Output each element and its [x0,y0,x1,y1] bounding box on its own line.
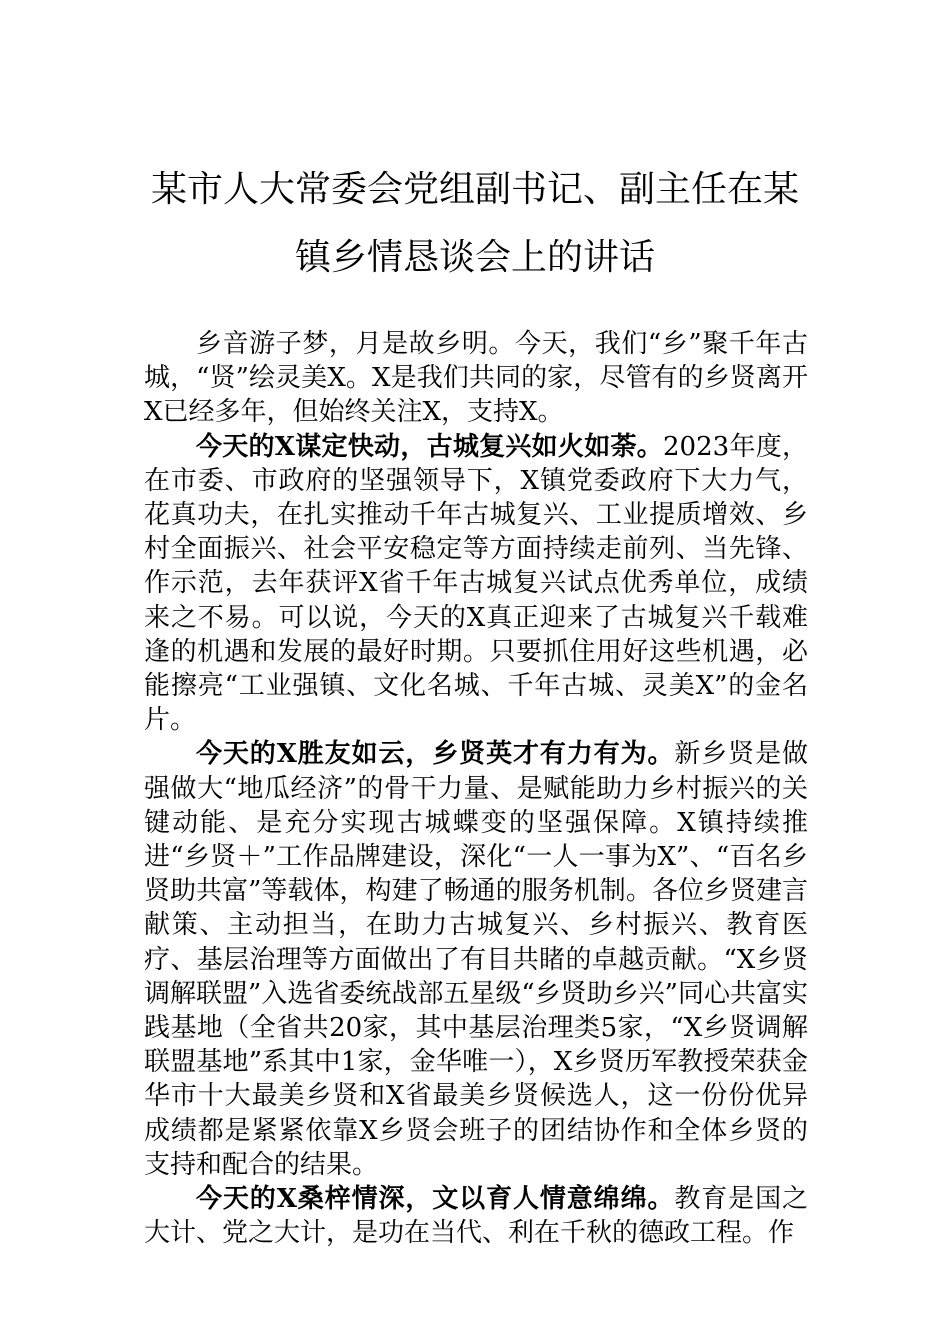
paragraph-talents [144,737,808,1182]
paragraph-lead: 今天的X胜友如云，乡贤英才有力有为。 [196,739,675,770]
paragraph-text: 2023年度，在市委、市政府的坚强领导下，X镇党委政府下大力气，花真功夫，在扎实推动千年古城复兴、工业提质增效、乡村全面振兴、社会平安稳定等方面持续走前列、当先锋、作示范，去年获评X省千年古城复兴试点优秀单位，成绩来之不易。可以说，今天的X真正迎来了古城复兴千载难逢的机遇和发展的最好时期。只要抓住用好这些机遇，必能擦亮“工业强镇、文化名城、千年古城、灵美X”的金名片。 [144,431,808,736]
paragraph-intro [144,327,808,430]
paragraph-text: 新乡贤是做强做大“地瓜经济”的骨干力量、是赋能助力乡村振兴的关键动能、是充分实现古城蝶变的坚强保障。X镇持续推进“乡贤＋”工作品牌建设，深化“一人一事为X”、“百名乡贤助共富”等载体，构建了畅通的服务机制。各位乡贤建言献策、主动担当，在助力古城复兴、乡村振兴、教育医疗、基层治理等方面做出了有目共睹的卓越贡献。“X乡贤调解联盟”入选省委统战部五星级“乡贤助乡兴”同心共富实践基地（全省共20家，其中基层治理类5家，“X乡贤调解联盟基地”系其中1家，金华唯一），X乡贤历军教授荣获金华市十大最美乡贤和X省最美乡贤候选人，这一份份优异成绩都是紧紧依靠X乡贤会班子的团结协作和全体乡贤的支持和配合的结果。 [144,739,808,1180]
document-title-line2: 镇乡情恳谈会上的讲话 [294,237,655,278]
document-title-line1: 某市人大常委会党组副书记、副主任在某 [150,169,799,210]
paragraph-text: 乡音游子梦，月是故乡明。今天，我们“乡”聚千年古城，“贤”绘灵美X。X是我们共同的家，尽管有的乡贤离开X已经多年，但始终关注X，支持X。 [144,329,808,428]
paragraph-lead: 今天的X谋定快动，古城复兴如火如荼。 [196,431,664,462]
paragraph-text: 教育是国之大计、党之大计，是功在当代、利在千秋的德政工程。作 [144,1184,808,1249]
paragraph-education [144,1182,808,1250]
document-body [144,327,808,1250]
paragraph-lead: 今天的X桑梓情深，文以育人情意绵绵。 [196,1184,675,1215]
paragraph-ancient-city [144,430,808,738]
